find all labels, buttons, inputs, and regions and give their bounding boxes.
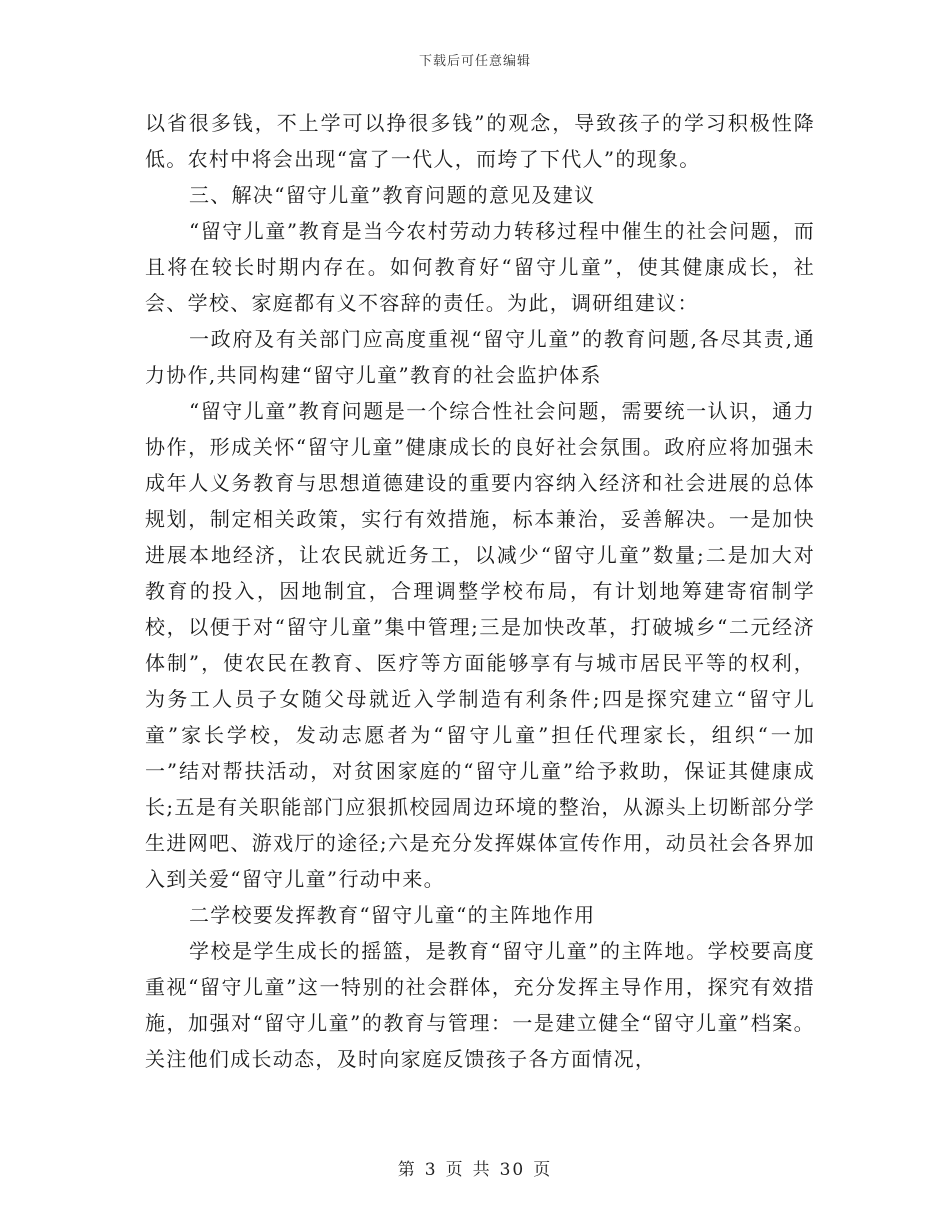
page-label-suffix: 页 bbox=[533, 1160, 553, 1180]
subsection-heading: 一政府及有关部门应高度重视“留守儿童”的教育问题,各尽其责,通力协作,共同构建“留守儿童”教育的社会监护体系 bbox=[145, 327, 815, 387]
paragraph: “留守儿童”教育是当今农村劳动力转移过程中催生的社会问题，而且将在较长时期内存在。如何教育好“留守儿童”，使其健康成长，社会、学校、家庭都有义不容辞的责任。为此，调研组建议： bbox=[145, 219, 815, 315]
page-label-mid2: 共 bbox=[472, 1160, 492, 1180]
paragraph: 以省很多钱，不上学可以挣很多钱”的观念，导致孩子的学习积极性降低。农村中将会出现“富了一代人，而垮了下代人”的现象。 bbox=[145, 111, 815, 171]
page-total: 30 bbox=[499, 1160, 526, 1180]
subsection-heading: 二学校要发挥教育“留守儿童“的主阵地作用 bbox=[189, 903, 596, 927]
page-number: 3 bbox=[424, 1160, 438, 1180]
document-body bbox=[145, 105, 815, 1077]
section-heading: 三、解决“留守儿童”教育问题的意见及建议 bbox=[189, 183, 596, 207]
page-label-prefix: 第 bbox=[397, 1160, 417, 1180]
page-footer bbox=[0, 1155, 950, 1180]
paragraph: “留守儿童”教育问题是一个综合性社会问题，需要统一认识，通力协作，形成关怀“留守儿童”健康成长的良好社会氛围。政府应将加强未成年人义务教育与思想道德建设的重要内容纳入经济和社会进展的总体规划，制定相关政策，实行有效措施，标本兼治，妥善解决。一是加快进展本地经济，让农民就近务工，以减少“留守儿童”数量;二是加大对教育的投入，因地制宜，合理调整学校布局，有计划地筹建寄宿制学校，以便于对“留守儿童”集中管理;三是加快改革，打破城乡“二元经济体制”，使农民在教育、医疗等方面能够享有与城市居民平等的权利，为务工人员子女随父母就近入学制造有利条件;四是探究建立“留守儿童”家长学校，发动志愿者为“留守儿童”担任代理家长，组织“一加一”结对帮扶活动，对贫困家庭的“留守儿童”给予救助，保证其健康成长;五是有关职能部门应狠抓校园周边环境的整治，从源头上切断部分学生进网吧、游戏厅的途径;六是充分发挥媒体宣传作用，动员社会各界加入到关爱“留守儿童”行动中来。 bbox=[145, 399, 815, 891]
paragraph: 学校是学生成长的摇篮，是教育“留守儿童”的主阵地。学校要高度重视“留守儿童”这一特别的社会群体，充分发挥主导作用，探究有效措施，加强对“留守儿童”的教育与管理：一是建立健全“留守儿童”档案。关注他们成长动态，及时向家庭反馈孩子各方面情况， bbox=[145, 939, 815, 1071]
page-label-mid1: 页 bbox=[445, 1160, 465, 1180]
page-header: 下载后可任意编辑 bbox=[418, 54, 531, 69]
